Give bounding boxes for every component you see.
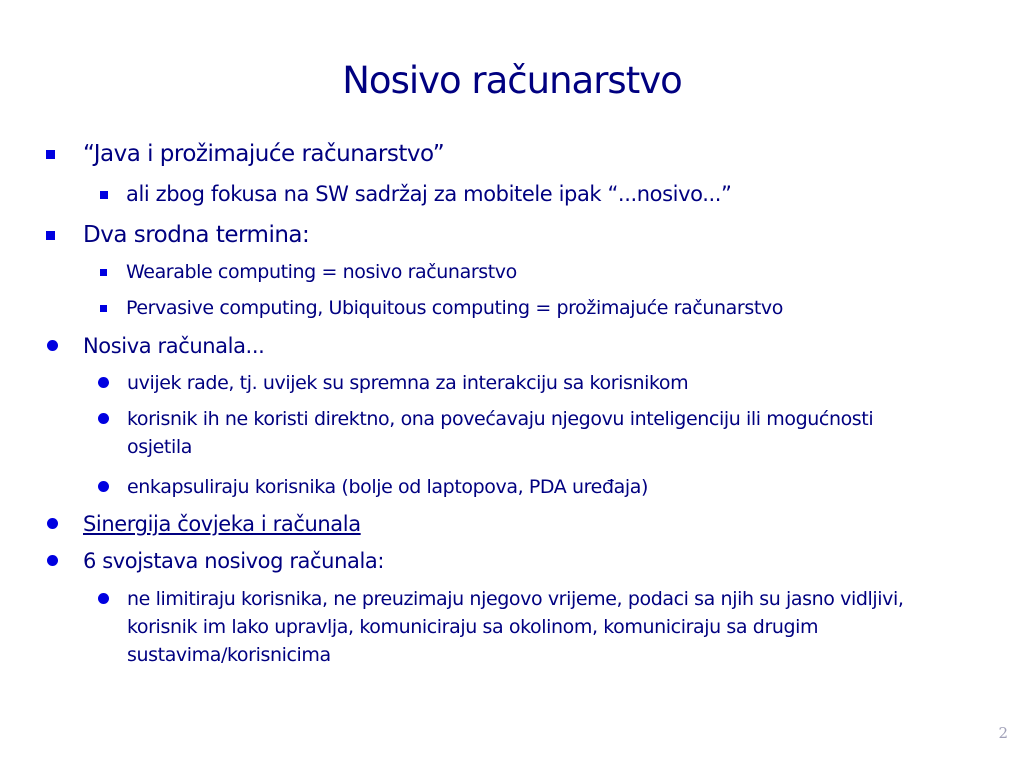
item-text: enkapsuliraju korisnika (bolje od laptopova, PDA uređaja) [127, 476, 649, 498]
dot-bullet-icon [47, 340, 58, 351]
item-text: Wearable computing = nosivo računarstvo [126, 261, 517, 283]
item-text: uvijek rade, tj. uvijek su spremna za interakciju sa korisnikom [127, 372, 689, 394]
list-item-level2 [98, 585, 968, 669]
list-item-level1 [44, 547, 984, 575]
list-item-level2 [100, 258, 980, 286]
list-item-level2 [100, 179, 980, 209]
list-item-level1 [44, 220, 984, 250]
item-text: Pervasive computing, Ubiquitous computing = prožimajuće računarstvo [126, 297, 783, 319]
list-item-level1 [44, 510, 984, 538]
item-text: “Java i prožimajuće računarstvo” [83, 141, 445, 167]
synergy-link[interactable]: Sinergija čovjeka i računala [83, 512, 361, 536]
page-number: 2 [998, 724, 1008, 742]
list-item-level1 [44, 139, 984, 169]
dot-bullet-icon [98, 593, 109, 604]
list-item-level2 [98, 405, 958, 461]
square-bullet-icon [100, 269, 107, 276]
item-text: Dva srodna termina: [83, 222, 310, 248]
list-item-level1 [44, 332, 984, 360]
square-bullet-icon [100, 191, 108, 199]
item-text: ali zbog fokusa na SW sadržaj za mobitele ipak “...nosivo...” [126, 182, 732, 206]
item-text: korisnik ih ne koristi direktno, ona povećavaju njegovu inteligenciju ili mogućnosti osjetila [127, 408, 874, 458]
list-item-level2 [98, 369, 978, 397]
dot-bullet-icon [98, 413, 109, 424]
list-item-level2 [98, 473, 978, 501]
slide-title: Nosivo računarstvo [342, 59, 682, 102]
list-item-level2 [100, 294, 980, 322]
item-text: ne limitiraju korisnika, ne preuzimaju njegovo vrijeme, podaci sa njih su jasno vidljivi, korisnik im lako upravlja, komuniciraju sa okolinom, komuniciraju sa drugim sustavima/korisnicima [127, 588, 904, 666]
item-text: Nosiva računala... [83, 334, 265, 358]
square-bullet-icon [100, 305, 107, 312]
dot-bullet-icon [98, 481, 109, 492]
dot-bullet-icon [47, 555, 58, 566]
dot-bullet-icon [98, 377, 109, 388]
dot-bullet-icon [47, 518, 58, 529]
square-bullet-icon [46, 231, 55, 240]
item-text: 6 svojstava nosivog računala: [83, 549, 385, 573]
square-bullet-icon [46, 150, 55, 159]
